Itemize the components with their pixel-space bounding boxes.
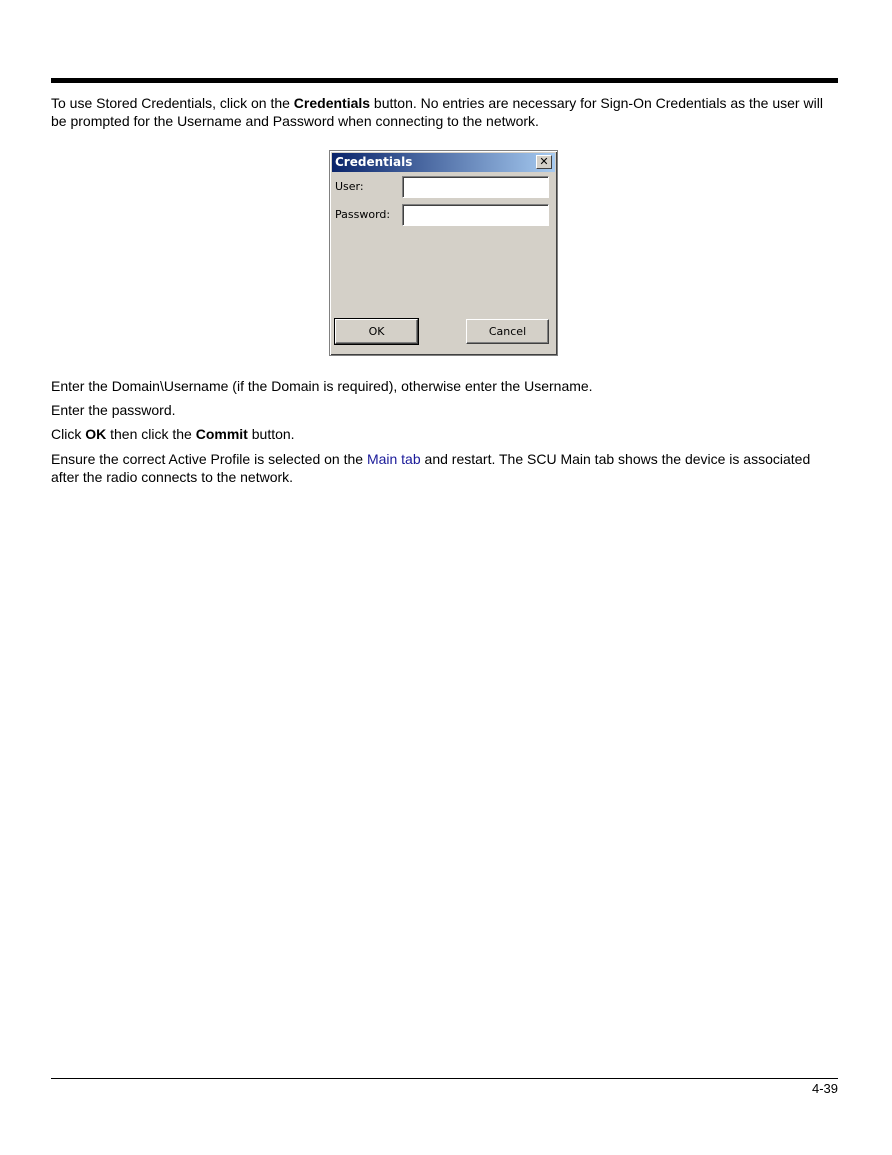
user-input[interactable]	[402, 176, 549, 198]
bold-commit: Commit	[195, 426, 248, 442]
bold-ok: OK	[85, 426, 107, 442]
password-label: Password:	[335, 208, 391, 221]
dialog-title: Credentials	[335, 155, 413, 169]
text-span: To use Stored Credentials, click on the	[51, 95, 294, 111]
close-icon[interactable]: ✕	[536, 155, 552, 169]
text-span: and restart. The SCU Main tab shows the device is associated after the radio connects to the network.	[51, 451, 811, 485]
top-rule	[51, 78, 838, 83]
step-commit	[51, 425, 841, 443]
intro-paragraph	[51, 94, 841, 130]
text-span: button. No entries are necessary for Sign-On Credentials as the user will be prompted for the Username and Password when connecting to the network.	[51, 95, 823, 129]
step-password: Enter the password.	[51, 402, 176, 418]
cancel-button[interactable]: Cancel	[466, 319, 549, 344]
credentials-dialog	[329, 150, 558, 356]
step-domain-username: Enter the Domain\Username (if the Domain is required), otherwise enter the Username.	[51, 378, 593, 394]
text-span: button.	[247, 426, 295, 442]
page-number: 4-39	[811, 1081, 838, 1096]
password-input[interactable]	[402, 204, 549, 226]
user-label: User:	[335, 180, 364, 193]
text-span: then click the	[106, 426, 196, 442]
ok-button[interactable]: OK	[335, 319, 418, 344]
dialog-titlebar[interactable]	[332, 153, 555, 172]
bottom-rule	[51, 1078, 838, 1079]
bold-credentials: Credentials	[293, 95, 371, 111]
step-active-profile	[51, 450, 841, 486]
text-span: Click	[51, 426, 86, 442]
text-span: Ensure the correct Active Profile is selected on the	[51, 451, 367, 467]
main-tab-link[interactable]: Main tab	[366, 451, 421, 467]
